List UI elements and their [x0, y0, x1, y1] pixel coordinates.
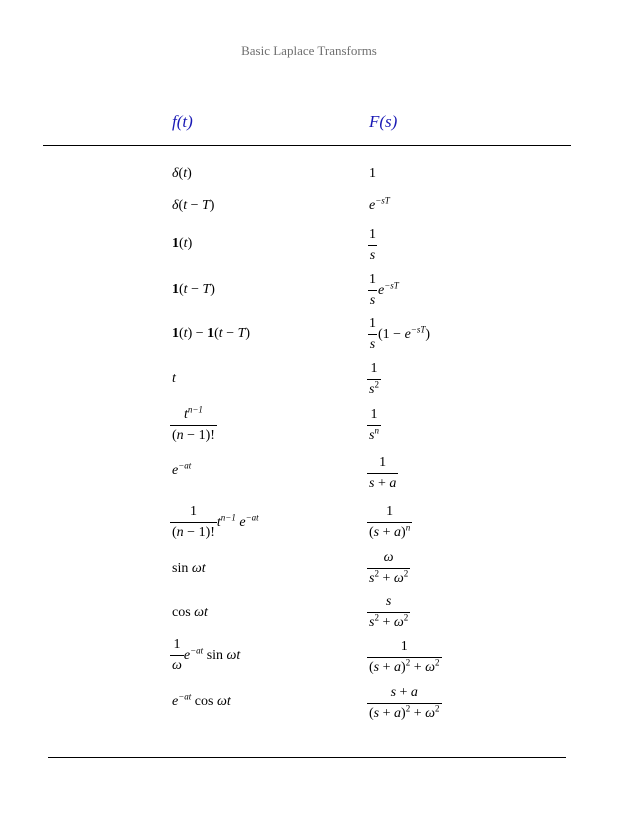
header-rule	[43, 145, 571, 146]
column-header-s-domain: F(s)	[369, 112, 398, 131]
page-title: Basic Laplace Transforms	[241, 43, 377, 58]
row-2-time-function: δ(t − T)	[172, 198, 215, 213]
row-9-time-function: $\frac{1}{(n - 1)!}$ $t^{n-1}$ $e^{-at}$	[172, 504, 259, 540]
row-13-time-function: $e^{-at}$ cos ωt	[172, 691, 231, 709]
row-13-transform: $\frac{s + a}{(s + a)^2 + \omega^2}$	[369, 685, 440, 721]
row-6-transform: $\frac{1}{s^2}$	[369, 361, 379, 397]
row-4-time-function: 1(t − T)	[172, 282, 215, 297]
row-10-transform: $\frac{\omega}{s^2 + \omega^2}$	[369, 550, 409, 586]
row-1-transform: 1	[369, 166, 376, 181]
row-6-time-function: t	[172, 371, 176, 386]
row-8-time-function: $e^{-at}$	[172, 460, 192, 478]
row-4-transform: $\frac{1}{s}$ $e^{-sT}$	[369, 272, 399, 308]
row-5-transform: $\frac{1}{s}$ $(1 - e^{-sT})$	[369, 316, 431, 352]
row-12-time-function: $\frac{1}{\omega}$ $e^{-at}$ sin ωt	[172, 637, 241, 673]
row-2-transform: $e^{-sT}$	[369, 195, 390, 213]
row-11-time-function: cos ωt	[172, 605, 208, 620]
row-11-transform: $\frac{s}{s^2 + \omega^2}$	[369, 594, 409, 630]
row-12-transform: $\frac{1}{(s + a)^2 + \omega^2}$	[369, 639, 440, 675]
row-3-time-function: 1(t)	[172, 236, 193, 251]
row-10-time-function: sin ωt	[172, 561, 206, 576]
row-3-transform: $\frac{1}{s}$	[369, 227, 376, 263]
column-header-time-domain: f(t)	[172, 112, 193, 131]
row-9-transform: $\frac{1}{(s + a)^n}$	[369, 504, 411, 540]
row-8-transform: $\frac{1}{s + a}$	[369, 455, 397, 491]
row-7-time-function: $\frac{t^{n-1}}{(n - 1)!}$	[172, 404, 215, 443]
row-1-time-function: δ(t)	[172, 166, 192, 181]
row-5-time-function: 1(t) − 1(t − T)	[172, 326, 251, 341]
row-7-transform: $\frac{1}{s^n}$	[369, 407, 379, 443]
footer-rule	[48, 757, 566, 758]
